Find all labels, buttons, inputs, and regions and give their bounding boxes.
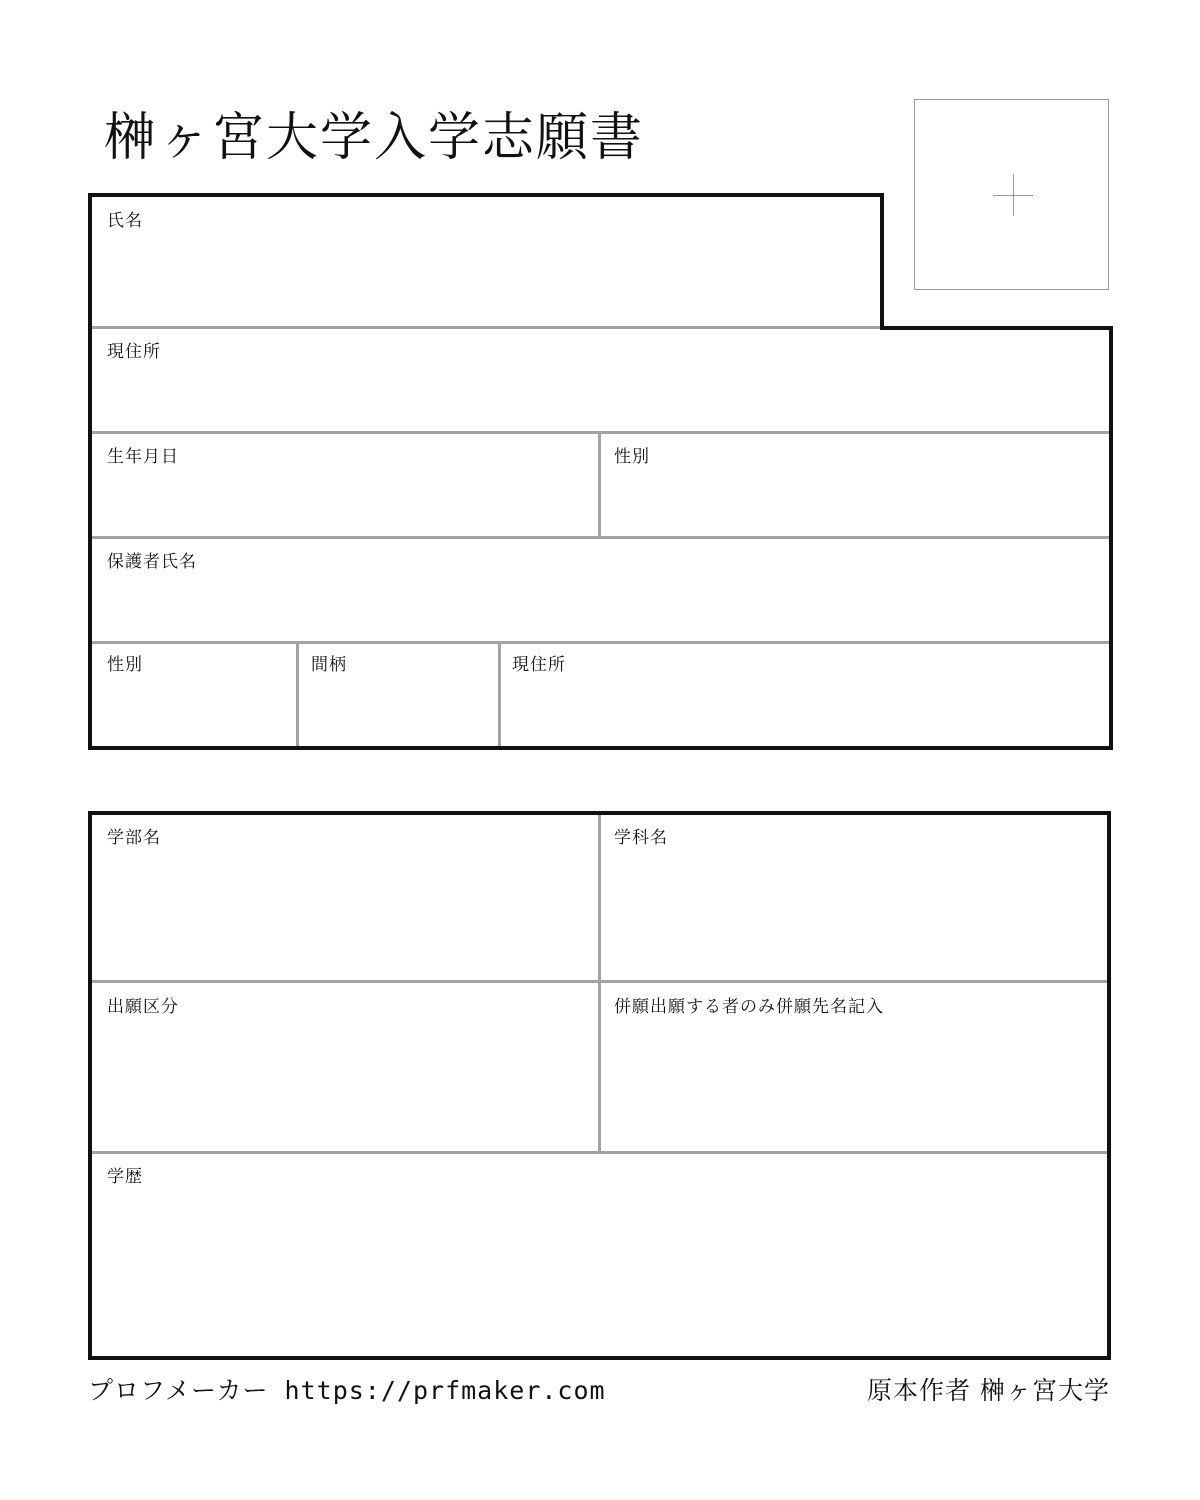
guardian-name-label: 保護者氏名 [107, 552, 197, 572]
concurrent-application-field[interactable] [614, 999, 884, 1016]
footer-original-author: 原本作者 榊ヶ宮大学 [867, 1376, 1110, 1405]
guardian-gender-field[interactable] [107, 657, 143, 674]
footer-credit-link[interactable]: プロフメーカー https://prfmaker.com [88, 1376, 606, 1405]
education-history-field[interactable] [107, 1169, 143, 1186]
faculty-label: 学部名 [107, 828, 161, 848]
gender-field[interactable] [614, 449, 650, 466]
concurrent-application-label: 併願出願する者のみ併願先名記入 [614, 997, 884, 1017]
gender-label: 性別 [614, 447, 650, 467]
name-field[interactable] [107, 213, 143, 230]
relationship-field[interactable] [311, 657, 347, 674]
guardian-address-label: 現住所 [512, 655, 566, 675]
form-title: 榊ヶ宮大学入学志願書 [104, 108, 645, 168]
education-history-label: 学歴 [107, 1167, 143, 1187]
name-label: 氏名 [107, 211, 143, 231]
guardian-gender-label: 性別 [107, 655, 143, 675]
application-type-field[interactable] [107, 999, 179, 1016]
department-field[interactable] [614, 830, 668, 847]
relationship-label: 間柄 [311, 655, 347, 675]
application-type-label: 出願区分 [107, 997, 179, 1017]
photo-placeholder[interactable] [914, 99, 1109, 290]
department-label: 学科名 [614, 828, 668, 848]
guardian-address-field[interactable] [512, 657, 566, 674]
birthdate-label: 生年月日 [107, 447, 179, 467]
address-label: 現住所 [107, 342, 161, 362]
birthdate-field[interactable] [107, 449, 179, 466]
guardian-name-field[interactable] [107, 554, 197, 571]
address-field[interactable] [107, 344, 161, 361]
faculty-field[interactable] [107, 830, 161, 847]
